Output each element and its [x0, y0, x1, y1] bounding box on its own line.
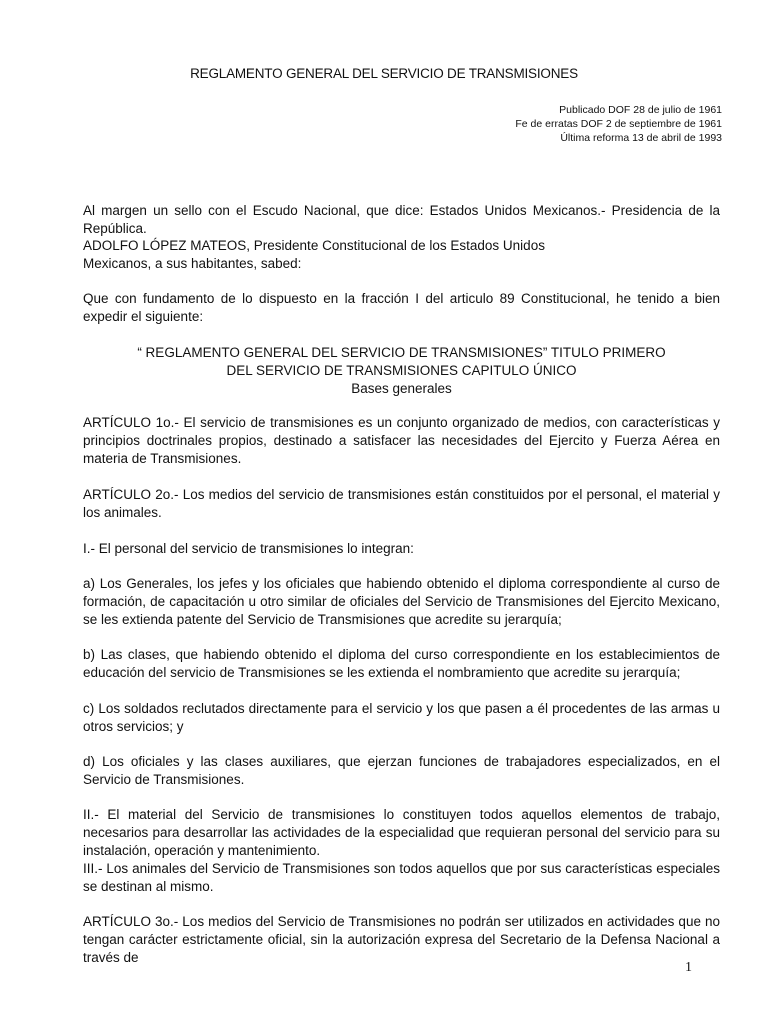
- last-reform-date: Última reforma 13 de abril de 1993: [560, 132, 722, 144]
- item-I: I.- El personal del servicio de transmisiones lo integran:: [83, 541, 414, 556]
- articulo-2: ARTÍCULO 2o.- Los medios del servicio de transmisiones están constituidos por el personal, el material y los animales.: [83, 487, 720, 520]
- heading-title-primero: “ REGLAMENTO GENERAL DEL SERVICIO DE TRANSMISIONES” TITULO PRIMERO: [137, 345, 666, 360]
- item-c: c) Los soldados reclutados directamente para el servicio y los que pasen a él procedentes de las armas u otros servicios; y: [83, 701, 720, 734]
- heading-capitulo-unico: DEL SERVICIO DE TRANSMISIONES CAPITULO ÚNICO: [226, 363, 577, 378]
- item-II: II.- El material del Servicio de transmisiones lo constituyen todos aquellos elementos de trabajo, necesarios para desarrollar las actividades de la especialidad que requieran personal del servicio para su instalación, operación y mantenimiento.: [83, 807, 720, 858]
- adolfo-line-1: ADOLFO LÓPEZ MATEOS, Presidente Constitucional de los Estados Unidos: [83, 238, 545, 253]
- item-b: b) Las clases, que habiendo obtenido el diploma del curso correspondiente en los establecimientos de educación del servicio de Transmisiones se les extienda el nombramiento que acredite su jerarquía;: [83, 647, 720, 680]
- articulo-3: ARTÍCULO 3o.- Los medios del Servicio de Transmisiones no podrán ser utilizados en actividades que no tengan carácter estrictamente oficial, sin la autorización expresa del Secretario de la Defensa Nacional a través de: [83, 914, 720, 965]
- fundamento-paragraph: Que con fundamento de lo dispuesto en la fracción I del articulo 89 Constitucional, he tenido a bien expedir el siguiente:: [83, 291, 720, 324]
- page-number: 1: [685, 960, 692, 975]
- heading-bases-generales: Bases generales: [351, 381, 452, 396]
- item-d: d) Los oficiales y las clases auxiliares, que ejerzan funciones de trabajadores especializados, en el Servicio de Transmisiones.: [83, 754, 720, 787]
- publication-date: Publicado DOF 28 de julio de 1961: [559, 104, 722, 116]
- document-title: REGLAMENTO GENERAL DEL SERVICIO DE TRANSMISIONES: [190, 66, 578, 81]
- errata-date: Fe de erratas DOF 2 de septiembre de 1961: [515, 118, 722, 130]
- margin-note: Al margen un sello con el Escudo Nacional, que dice: Estados Unidos Mexicanos.- Presidencia de la República.: [83, 203, 720, 236]
- publication-info: [515, 103, 722, 145]
- adolfo-paragraph: [83, 237, 720, 273]
- item-a: a) Los Generales, los jefes y los oficiales que habiendo obtenido el diploma correspondiente al curso de formación, de capacitación u otro similar de oficiales del Servicio de Transmisiones del Ejercito Mexicano, se les extienda patente del Servicio de Transmisiones que acredite su jerarquía;: [83, 576, 720, 627]
- adolfo-line-2: Mexicanos, a sus habitantes, sabed:: [83, 256, 302, 271]
- item-III: III.- Los animales del Servicio de Transmisiones son todos aquellos que por sus características especiales se destinan al mismo.: [83, 861, 720, 894]
- section-heading: [83, 344, 720, 398]
- articulo-1: ARTÍCULO 1o.- El servicio de transmisiones es un conjunto organizado de medios, con características y principios doctrinales propios, destinado a satisfacer las necesidades del Ejercito y Fuerza Aérea en materia de Transmisiones.: [83, 415, 720, 466]
